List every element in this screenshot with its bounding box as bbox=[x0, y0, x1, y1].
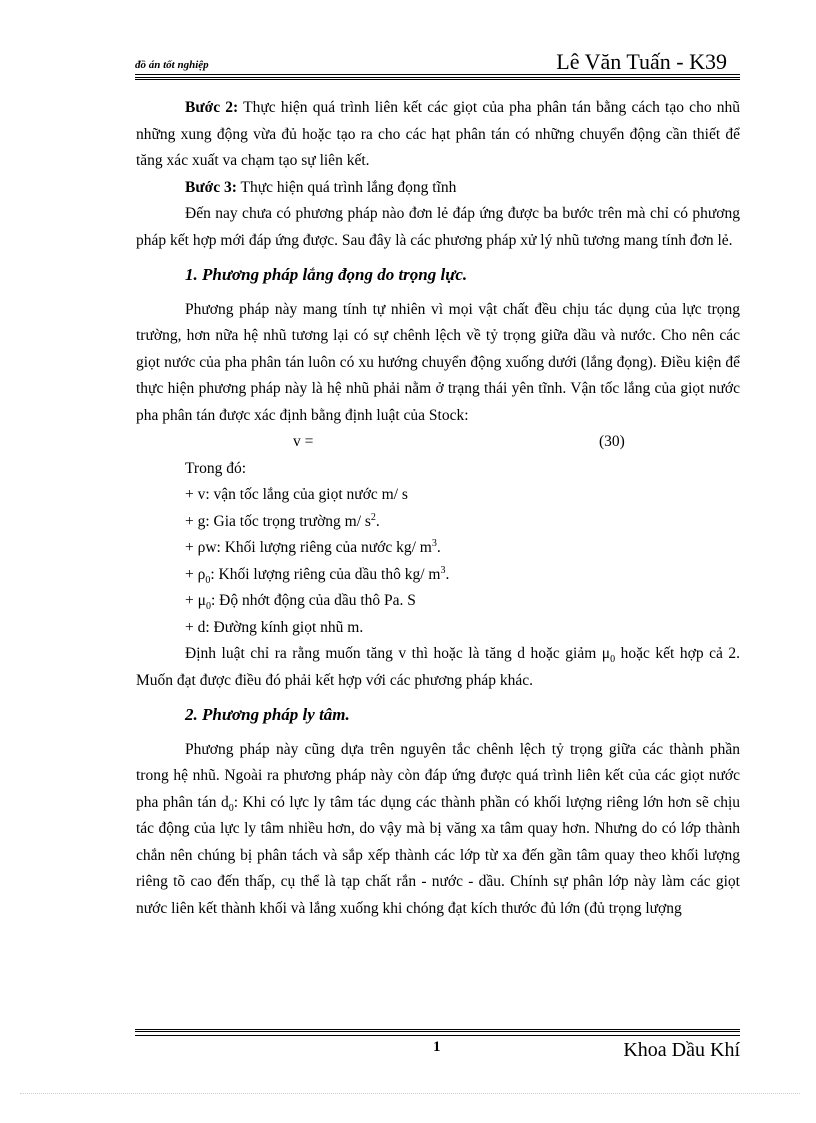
centrifuge-text-a: Phương pháp này cũng dựa trên nguyên tắc chênh lệch tỷ trọng giữa các thành phần trong hệ nhũ. Ngoài ra phương pháp này còn đáp ứng được quá trình liên kết của các giọt nước pha phân tán d bbox=[136, 740, 740, 811]
header-author: Lê Văn Tuấn - K39 bbox=[556, 49, 727, 74]
centrifuge-text-b: : Khi có lực ly tâm tác dụng các thành phần có khối lượng riêng lớn hơn sẽ chịu tác động của lực ly tâm nhiều hơn, do vậy mà bị văng xa tâm quay hơn. Nhưng do có lớp thành chắn nên chúng bị phân tách và sắp xếp thành các lớp từ xa đến gần tâm quay theo khối lượng riêng tõ cao đến thấp, cụ thể là tạp chất rắn - nước - dầu. Chính sự phân lớp này làm các giọt nước liên kết thành khối và lắng xuống khi chóng đạt kích thước đủ lớn (đủ trọng lượng bbox=[136, 793, 741, 917]
variable-d: + d: Đường kính giọt nhũ m. bbox=[185, 618, 364, 636]
gravity-paragraph: Phương pháp này mang tính tự nhiên vì mọi vật chất đều chịu tác dụng của lực trọng trường, hơn nữa hệ nhũ tương lại có sự chênh lệch về tỷ trọng giữa dầu và nước. Cho nên các giọt nước của pha phân tán luôn có xu hướng chuyển động xuống dưới (lắng đọng). Điều kiện để thực hiện phương pháp này là hệ nhũ phải nằm ở trạng thái yên tĩnh. Vận tốc lắng của giọt nước pha phân tán được xác định bằng định luật của Stock: bbox=[136, 300, 740, 424]
variable-mu-0 bbox=[136, 588, 740, 615]
variable-rho-0-subscript: 0 bbox=[205, 574, 211, 586]
variable-rho-0-text: : Khối lượng riêng của dầu thô kg/ m bbox=[210, 565, 441, 583]
header-left-title: đồ án tốt nghiệp bbox=[135, 59, 209, 71]
equation-number: (30) bbox=[599, 433, 625, 450]
section-heading-gravity: 1. Phương pháp lắng đọng do trọng lực. bbox=[185, 265, 468, 284]
step-2-paragraph bbox=[136, 95, 740, 175]
variable-rho-w-exponent: 3 bbox=[431, 537, 437, 549]
variable-mu-0-prefix: + μ bbox=[185, 592, 206, 609]
document-body bbox=[136, 95, 740, 922]
step-3-paragraph bbox=[136, 175, 740, 202]
variable-mu-0-subscript: 0 bbox=[205, 601, 211, 613]
variable-rho-w bbox=[136, 535, 740, 562]
variable-rho-0-prefix: + ρ bbox=[185, 565, 206, 583]
variable-g-end: . bbox=[375, 512, 380, 530]
footer-rule-thick bbox=[135, 1029, 740, 1032]
intro-paragraph: Đến nay chưa có phương pháp nào đơn lẻ đáp ứng được ba bước trên mà chỉ có phương pháp kết hợp mới đáp ứng được. Sau đây là các phương pháp xử lý nhũ tương mang tính đơn lẻ. bbox=[136, 205, 740, 249]
equation-lhs: v = bbox=[293, 433, 314, 450]
step-3-label: Bước 3: bbox=[185, 178, 237, 196]
where-label: Trong đó: bbox=[185, 459, 247, 477]
law-paragraph bbox=[136, 641, 740, 694]
law-text-b: hoặc kết hợp cả 2. Muốn đạt được điều đó phải kết hợp với các phương pháp khác. bbox=[136, 645, 741, 689]
page-edge-divider bbox=[20, 1093, 800, 1094]
variable-g bbox=[136, 509, 740, 536]
step-2-text: Thực hiện quá trình liên kết các giọt của pha phân tán bằng cách tạo cho nhũ những xung động vừa đủ hoặc tạo ra cho các hạt phân tán có những chuyển động cần thiết để tăng xác xuất va chạm tạo sự liên kết. bbox=[136, 99, 741, 169]
header-rule-thin bbox=[135, 74, 740, 75]
variable-rho-0 bbox=[136, 562, 740, 589]
footer-rule-thin bbox=[135, 1035, 740, 1036]
stokes-equation bbox=[136, 429, 740, 456]
variable-rho-0-end: . bbox=[445, 565, 450, 583]
footer-department: Khoa Dầu Khí bbox=[623, 1039, 740, 1061]
header-rule-thick bbox=[135, 77, 740, 80]
variable-rho-w-text: + ρw: Khối lượng riêng của nước kg/ m bbox=[185, 539, 432, 556]
page-number: 1 bbox=[433, 1039, 441, 1055]
centrifuge-subscript: 0 bbox=[228, 802, 234, 814]
law-subscript: 0 bbox=[610, 654, 616, 666]
step-2-label: Bước 2: bbox=[185, 99, 239, 116]
centrifuge-paragraph bbox=[136, 737, 740, 923]
variable-mu-0-text: : Độ nhớt động của dầu thô Pa. S bbox=[210, 592, 416, 609]
variable-v: + v: vận tốc lắng của giọt nước m/ s bbox=[185, 486, 408, 503]
section-heading-centrifuge: 2. Phương pháp ly tâm. bbox=[185, 705, 350, 724]
variable-g-text: + g: Gia tốc trọng trường m/ s bbox=[185, 512, 371, 530]
step-3-text: Thực hiện quá trình lắng đọng tĩnh bbox=[236, 178, 457, 196]
variable-rho-w-end: . bbox=[436, 539, 441, 556]
variable-g-exponent: 2 bbox=[370, 511, 376, 523]
variable-rho-0-exponent: 3 bbox=[440, 564, 446, 576]
law-text-a: Định luật chỉ ra rằng muốn tăng v thì hoặc là tăng d hoặc giảm μ bbox=[185, 645, 611, 662]
